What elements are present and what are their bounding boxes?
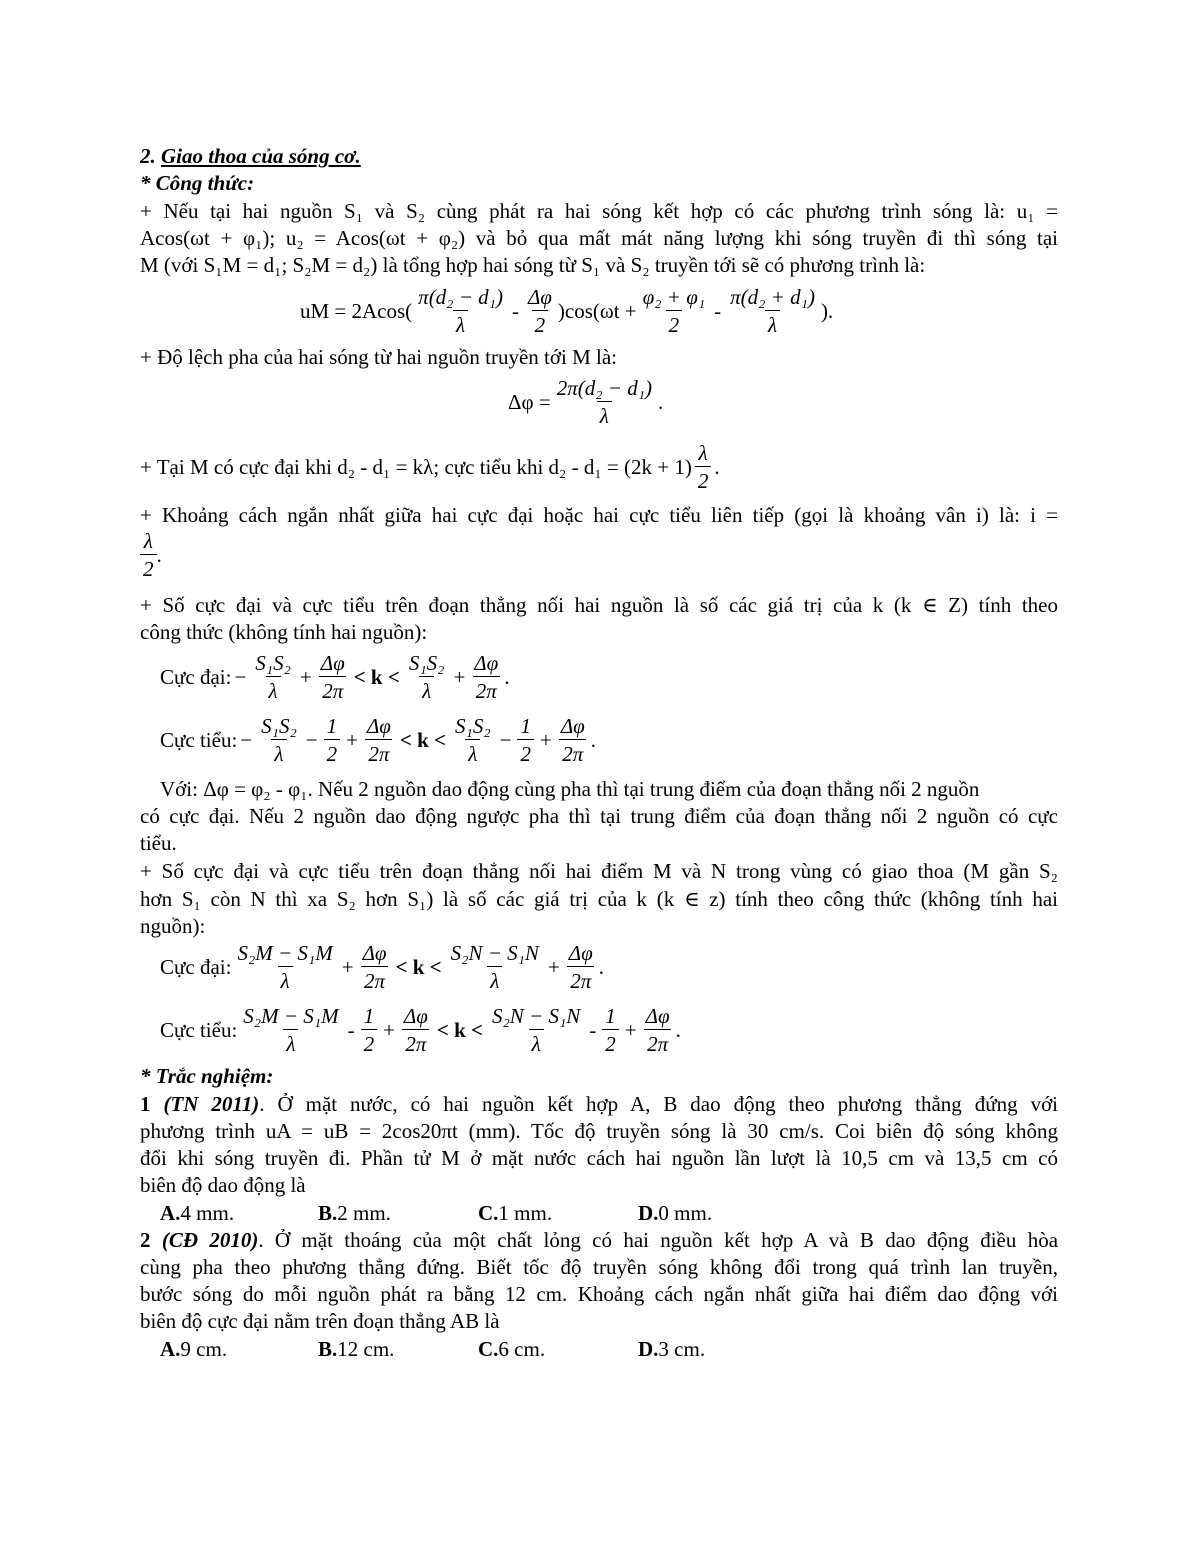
fraction: $\frac{\Delta\varphi}{2\pi}$ [362, 941, 387, 993]
section-title: Giao thoa của sóng cơ. [161, 144, 361, 168]
section-number: 2. [140, 144, 156, 168]
q2-line2: cùng pha theo phương thẳng đứng. Biết tốc độ truyền sóng không đổi trong quá trình lan truyền, [140, 1255, 1058, 1279]
q2-options [160, 1336, 705, 1363]
fraction: $\frac{\text{S₁S₂}}{\lambda}$ [455, 714, 491, 766]
fraction: $\frac{\lambda}{2}$ [695, 440, 712, 495]
fraction: $\frac{\text{φ₂ + φ₁}}{2}$ [642, 285, 706, 337]
fraction: $\frac{\text{S₂N − S₁N}}{\lambda}$ [450, 941, 539, 993]
eq-um-lhs: uM = 2Acos( [300, 299, 413, 323]
p3: + Tại M có cực đại khi d₂ - d₁ = kλ; cực tiểu khi d₂ - d₁ = (2k + 1) $\frac{\lambda}{2}$ . [140, 441, 720, 493]
section-heading [140, 143, 361, 170]
p4-line1: + Khoảng cách ngắn nhất giữa hai cực đại hoặc hai cực tiểu liên tiếp (gọi là khoảng vân i) là: i = [140, 503, 1058, 527]
p6-line2: có cực đại. Nếu 2 nguồn dao động ngược pha thì tại trung điểm của đoạn thẳng nối 2 nguồn có cực [140, 804, 1058, 828]
fraction: $\frac{\Delta\varphi}{2\pi}$ [645, 1004, 670, 1056]
p1-line1: + Nếu tại hai nguồn S₁ và S₂ cùng phát ra hai sóng kết hợp có các phương trình sóng là: u₁ = [140, 199, 1058, 223]
fraction: $\frac{\Delta\varphi}{2\pi}$ [568, 941, 593, 993]
q1-line4: biên độ dao động là [140, 1173, 306, 1197]
fraction: $\frac{\text{S₂N − S₁N}}{\lambda}$ [491, 1004, 581, 1056]
fraction: $\frac{\text{π(d₂ − d₁)}}{\lambda}$ [418, 285, 503, 337]
q2-option-b[interactable]: B.12 cm. [318, 1337, 395, 1361]
q1-line3: đổi khi sóng truyền đi. Phần tử M ở mặt nước cách hai nguồn lần lượt là 10,5 cm và 13,5 cm có [140, 1146, 1058, 1170]
p6-line3: tiểu. [140, 831, 177, 855]
p2: + Độ lệch pha của hai sóng từ hai nguồn truyền tới M là: [140, 345, 617, 369]
p5-line2: công thức (không tính hai nguồn): [140, 620, 428, 644]
fraction: $\frac{\text{S₁S₂}}{\lambda}$ [408, 651, 445, 703]
fraction: $\frac{\Delta\varphi}{2}$ [527, 285, 552, 337]
p6-line1: Với: Δφ = φ₂ - φ₁. Nếu 2 nguồn dao động cùng pha thì tại trung điểm của đoạn thẳng nối 2 nguồn [160, 777, 980, 801]
q1-option-c[interactable]: C.1 mm. [478, 1201, 553, 1225]
equation-min-sources: Cực tiểu: − $\frac{\text{S₁S₂}}{\lambda}$ − $\frac{1}{2}$ + $\frac{\Delta\varphi}{2\pi}$ < k < $\frac{\text{S₁S₂}}{\lambda}$ − $\frac{1}{2}$ + $\frac{\Delta\varphi}{2\pi}$ . [160, 714, 597, 766]
fraction: $\frac{1}{2}$ [602, 1003, 619, 1058]
fraction: $\frac{\Delta\varphi}{2\pi}$ [403, 1004, 428, 1056]
equation-max-mn: Cực đại: $\frac{\text{S₂M − S₁M}}{\lambda}$ + $\frac{\Delta\varphi}{2\pi}$ < k < $\frac{\text{S₂N − S₁N}}{\lambda}$ + $\frac{\Delta\varphi}{2\pi}$ . [160, 941, 604, 993]
fraction: $\frac{1}{2}$ [517, 713, 534, 768]
equation-um: uM = 2Acos( $\frac{\text{π(d₂ − d₁)}}{\lambda}$ - $\frac{\Delta\varphi}{2}$ )cos(ωt + $\frac{\text{φ₂ + φ₁}}{2}$ - $\frac{\text{π(d₂ + d₁)}}{\lambda}$ ). [300, 285, 834, 337]
fraction: $\frac{\Delta\varphi}{2\pi}$ [366, 714, 391, 766]
fraction: $\frac{\lambda}{2}$ [140, 528, 157, 583]
q2-line1: 2 (CĐ 2010). Ở mặt thoáng của một chất lỏng có hai nguồn kết hợp A và B dao động điều hòa [140, 1228, 1059, 1252]
fraction: $\frac{\Delta\varphi}{2\pi}$ [320, 651, 345, 703]
q2-option-d[interactable]: D.3 cm. [638, 1337, 706, 1361]
q1-line1: 1 (TN 2011). Ở mặt nước, có hai nguồn kết hợp A, B dao động theo phương thẳng đứng với [140, 1092, 1059, 1116]
fraction: $\frac{\text{S₁S₂}}{\lambda}$ [255, 651, 291, 703]
fraction: $\frac{\text{2π(d₂ − d₁)}}{\lambda}$ [556, 376, 652, 428]
p5-line1: + Số cực đại và cực tiểu trên đoạn thẳng nối hai nguồn là số các giá trị của k (k ∈ Z) tính theo [140, 593, 1058, 617]
equation-delta-phi: Δφ = $\frac{\text{2π(d₂ − d₁)}}{\lambda}$ . [508, 376, 664, 428]
fraction: $\frac{\text{π(d₂ + d₁)}}{\lambda}$ [730, 285, 815, 337]
p1-line2: Acos(ωt + φ₁); u₂ = Acos(ωt + φ₂) và bỏ qua mất mát năng lượng khi sóng truyền đi thì sóng tại [140, 226, 1058, 250]
formula-label: * Công thức: [140, 171, 255, 195]
q1-options [160, 1200, 712, 1227]
fraction: $\frac{1}{2}$ [324, 713, 341, 768]
q2-line4: biên độ cực đại nằm trên đoạn thẳng AB là [140, 1309, 500, 1333]
p1-line3: M (với S₁M = d₁; S₂M = d₂) là tổng hợp hai sóng từ S₁ và S₂ truyền tới sẽ có phương trình là: [140, 253, 926, 277]
q2-line3: bước sóng do mỗi nguồn phát ra bằng 12 cm. Khoảng cách ngắn nhất giữa hai điểm dao động với [140, 1282, 1058, 1306]
fraction: $\frac{\Delta\varphi}{2\pi}$ [560, 714, 585, 766]
fraction: $\frac{\text{S₁S₂}}{\lambda}$ [261, 714, 297, 766]
fraction: $\frac{\Delta\varphi}{2\pi}$ [474, 651, 499, 703]
q1-option-a[interactable]: A.4 mm. [160, 1201, 235, 1225]
q1-option-b[interactable]: B.2 mm. [318, 1201, 391, 1225]
q1-line2: phương trình uA = uB = 2cos20πt (mm). Tốc độ truyền sóng là 30 cm/s. Coi biên độ sóng không [140, 1119, 1058, 1143]
p7-line2: hơn S₁ còn N thì xa S₂ hơn S₁) là số các giá trị của k (k ∈ z) tính theo công thức (không tính hai [140, 887, 1058, 911]
equation-min-mn: Cực tiểu: $\frac{\text{S₂M − S₁M}}{\lambda}$ - $\frac{1}{2}$ + $\frac{\Delta\varphi}{2\pi}$ < k < $\frac{\text{S₂N − S₁N}}{\lambda}$ - $\frac{1}{2}$ + $\frac{\Delta\varphi}{2\pi}$ . [160, 1004, 681, 1056]
p7-line1: + Số cực đại và cực tiểu trên đoạn thẳng nối hai điểm M và N trong vùng có giao thoa (M gần S₂ [140, 859, 1058, 883]
fraction: $\frac{\text{S₂M − S₁M}}{\lambda}$ [243, 1004, 339, 1056]
quiz-label: * Trắc nghiệm: [140, 1064, 274, 1088]
q1-option-d[interactable]: D.0 mm. [638, 1201, 713, 1225]
p4-fraction: $\frac{\lambda}{2}$ . [140, 528, 162, 583]
q2-option-a[interactable]: A.9 cm. [160, 1337, 228, 1361]
fraction: $\frac{\text{S₂M − S₁M}}{\lambda}$ [237, 941, 333, 993]
p7-line3: nguồn): [140, 914, 206, 938]
q2-option-c[interactable]: C.6 cm. [478, 1337, 546, 1361]
fraction: $\frac{1}{2}$ [361, 1003, 378, 1058]
equation-max-sources: Cực đại: − $\frac{\text{S₁S₂}}{\lambda}$ + $\frac{\Delta\varphi}{2\pi}$ < k < $\frac{\text{S₁S₂}}{\lambda}$ + $\frac{\Delta\varphi}{2\pi}$ . [160, 651, 510, 703]
